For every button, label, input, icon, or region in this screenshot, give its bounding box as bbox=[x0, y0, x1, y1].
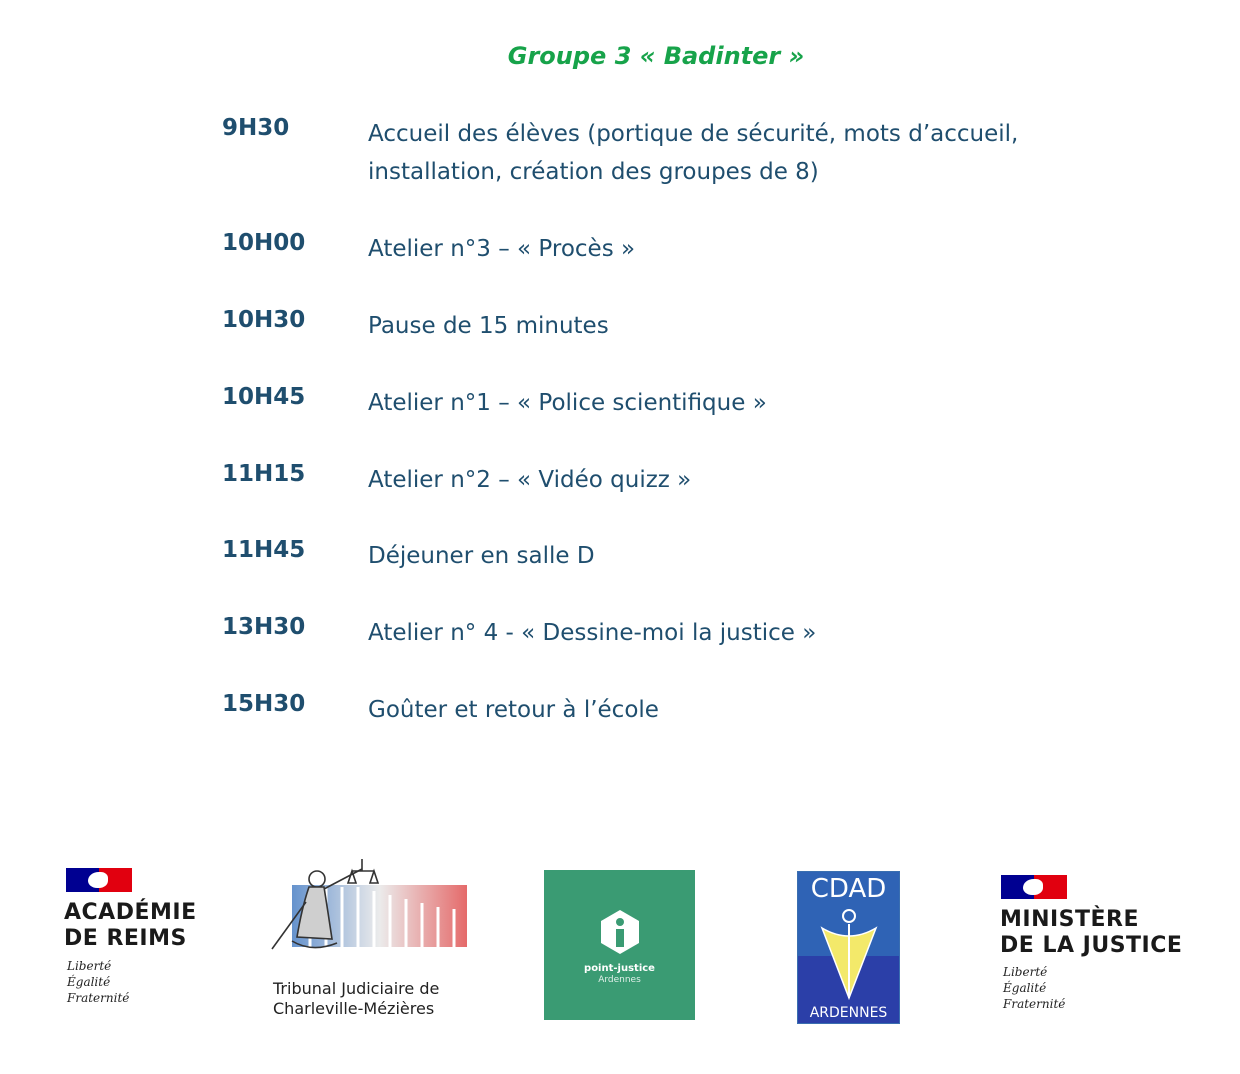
schedule-time: 13H30 bbox=[222, 614, 306, 640]
schedule-time: 11H45 bbox=[222, 537, 306, 563]
academie-motto-3: Fraternité bbox=[67, 991, 130, 1005]
cdad-ardennes-logo bbox=[797, 871, 900, 1024]
schedule-time: 11H15 bbox=[222, 461, 306, 487]
schedule-activity: Pause de 15 minutes bbox=[368, 313, 609, 339]
tribunal-caption-line2: Charleville-Mézières bbox=[273, 999, 435, 1018]
schedule-activity: Atelier n°2 – « Vidéo quizz » bbox=[368, 467, 692, 493]
tribunal-justice-icon bbox=[262, 857, 472, 967]
academie-name-line2: DE REIMS bbox=[64, 926, 187, 951]
academie-name-line1: ACADÉMIE bbox=[64, 900, 197, 925]
schedule-time: 10H45 bbox=[222, 384, 306, 410]
ministere-motto-3: Fraternité bbox=[1003, 997, 1066, 1011]
marianne-flag-icon bbox=[1001, 875, 1067, 899]
academie-motto-1: Liberté bbox=[67, 959, 112, 973]
cdad-figure-icon bbox=[818, 906, 880, 1006]
schedule-time: 15H30 bbox=[222, 691, 306, 717]
marianne-flag-icon bbox=[66, 868, 132, 892]
point-justice-logo bbox=[544, 870, 695, 1020]
schedule-activity: Goûter et retour à l’école bbox=[368, 697, 659, 723]
point-justice-sublabel: Ardennes bbox=[598, 975, 641, 985]
schedule-activity: Accueil des élèves (portique de sécurité, mots d’accueil, installation, création des groupes de 8) bbox=[368, 121, 1019, 185]
point-justice-label: point-justice bbox=[584, 963, 655, 974]
ministere-name-line2: DE LA JUSTICE bbox=[1000, 933, 1183, 958]
schedule-time: 9H30 bbox=[222, 115, 290, 141]
tribunal-caption-line1: Tribunal Judiciaire de bbox=[273, 979, 440, 998]
schedule-activity: Déjeuner en salle D bbox=[368, 543, 595, 569]
page-title: Groupe 3 « Badinter » bbox=[507, 42, 805, 70]
schedule-activity: Atelier n°3 – « Procès » bbox=[368, 236, 636, 262]
academie-motto-2: Égalité bbox=[67, 975, 111, 989]
ministere-name-line1: MINISTÈRE bbox=[1000, 907, 1140, 932]
cdad-title: CDAD bbox=[810, 874, 887, 904]
ministere-motto-1: Liberté bbox=[1003, 965, 1048, 979]
cdad-footer: ARDENNES bbox=[809, 1005, 888, 1021]
point-justice-icon bbox=[599, 908, 641, 956]
schedule-time: 10H00 bbox=[222, 230, 306, 256]
schedule-activity: Atelier n°1 – « Police scientifique » bbox=[368, 390, 767, 416]
ministere-motto-2: Égalité bbox=[1003, 981, 1047, 995]
schedule-time: 10H30 bbox=[222, 307, 306, 333]
schedule-activity: Atelier n° 4 - « Dessine-moi la justice » bbox=[368, 620, 817, 646]
